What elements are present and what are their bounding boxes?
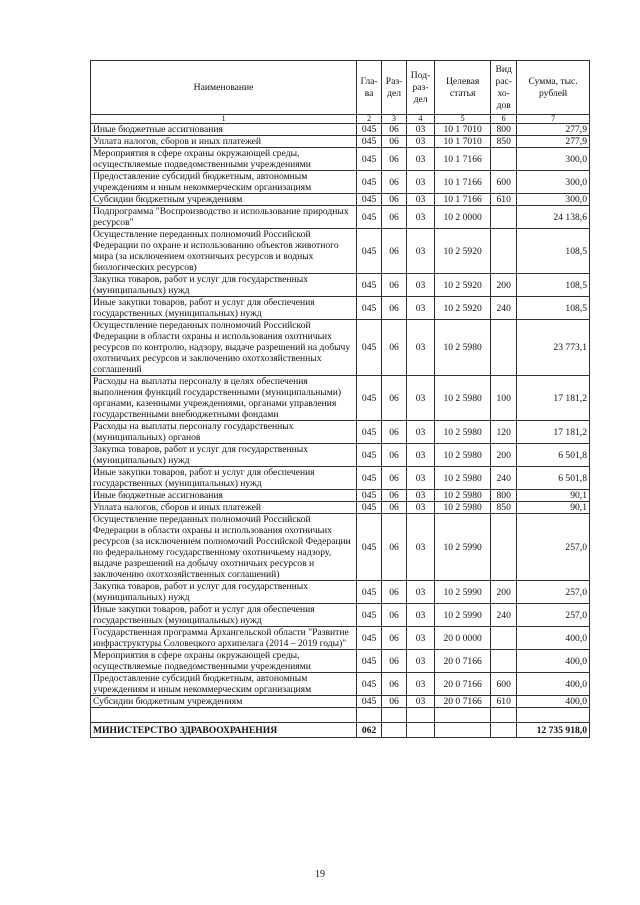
row-sum: 400,0 [517, 650, 590, 673]
row-razdel: 06 [382, 171, 407, 194]
row-sum: 257,0 [517, 514, 590, 581]
row-vid: 800 [491, 124, 517, 136]
row-razdel: 06 [382, 421, 407, 444]
row-vid: 610 [491, 194, 517, 206]
row-name: Подпрограмма "Воспроизводство и использование природных ресурсов" [91, 206, 357, 229]
row-glava: 045 [357, 444, 382, 467]
row-razdel: 06 [382, 467, 407, 490]
row-glava: 045 [357, 490, 382, 502]
row-vid [491, 229, 517, 274]
row-celevaya: 10 2 5980 [435, 320, 491, 376]
row-vid: 850 [491, 136, 517, 148]
row-vid: 600 [491, 673, 517, 696]
row-name: Предоставление субсидий бюджетным, автономным учреждениям и иным некоммерческим организациям [91, 171, 357, 194]
row-celevaya: 10 2 5980 [435, 502, 491, 514]
column-number: 4 [407, 115, 435, 124]
row-vid: 200 [491, 444, 517, 467]
row-glava: 045 [357, 171, 382, 194]
row-celevaya: 10 2 0000 [435, 206, 491, 229]
row-razdel: 06 [382, 673, 407, 696]
row-podrazdel: 03 [407, 673, 435, 696]
spacer-row [91, 708, 590, 723]
row-sum: 257,0 [517, 604, 590, 627]
row-razdel: 06 [382, 148, 407, 171]
table-row [91, 136, 590, 148]
row-vid: 610 [491, 696, 517, 708]
row-razdel: 06 [382, 650, 407, 673]
row-podrazdel: 03 [407, 490, 435, 502]
row-razdel: 06 [382, 320, 407, 376]
row-glava: 045 [357, 467, 382, 490]
total-glava: 062 [357, 723, 382, 738]
header-name: Наименование [91, 61, 357, 115]
row-celevaya: 10 2 5980 [435, 421, 491, 444]
row-podrazdel: 03 [407, 136, 435, 148]
row-name: Мероприятия в сфере охраны окружающей среды, осуществляемые подведомственными учреждениями [91, 650, 357, 673]
row-razdel: 06 [382, 194, 407, 206]
row-razdel: 06 [382, 136, 407, 148]
row-podrazdel: 03 [407, 229, 435, 274]
row-sum: 300,0 [517, 171, 590, 194]
row-name: Осуществление переданных полномочий Российской Федерации по охране и использованию объектов животного мира (за исключением охотничьих ресурсов и водных биологических ресурсов) [91, 229, 357, 274]
row-glava: 045 [357, 696, 382, 708]
row-podrazdel: 03 [407, 376, 435, 421]
table-row [91, 297, 590, 320]
table-row [91, 124, 590, 136]
row-razdel: 06 [382, 514, 407, 581]
total-row [91, 723, 590, 738]
row-sum: 108,5 [517, 229, 590, 274]
table-row [91, 444, 590, 467]
row-sum: 17 181,2 [517, 376, 590, 421]
row-sum: 400,0 [517, 627, 590, 650]
row-razdel: 06 [382, 490, 407, 502]
table-row [91, 194, 590, 206]
table-row [91, 673, 590, 696]
table-row [91, 467, 590, 490]
row-podrazdel: 03 [407, 650, 435, 673]
row-razdel: 06 [382, 206, 407, 229]
row-vid: 240 [491, 467, 517, 490]
row-podrazdel: 03 [407, 274, 435, 297]
header-vid: Вид рас-хо-дов [491, 61, 517, 115]
row-glava: 045 [357, 320, 382, 376]
row-sum: 277,9 [517, 136, 590, 148]
page-number: 19 [315, 869, 325, 880]
column-number: 5 [435, 115, 491, 124]
row-name: Иные закупки товаров, работ и услуг для обеспечения государственных (муниципальных) нужд [91, 467, 357, 490]
row-glava: 045 [357, 148, 382, 171]
row-celevaya: 10 1 7166 [435, 148, 491, 171]
row-celevaya: 10 2 5920 [435, 297, 491, 320]
row-sum: 108,5 [517, 297, 590, 320]
row-podrazdel: 03 [407, 444, 435, 467]
row-razdel: 06 [382, 502, 407, 514]
table-row [91, 274, 590, 297]
row-celevaya: 20 0 7166 [435, 673, 491, 696]
row-podrazdel: 03 [407, 502, 435, 514]
row-name: Субсидии бюджетным учреждениям [91, 194, 357, 206]
table-row [91, 376, 590, 421]
row-name: Иные закупки товаров, работ и услуг для обеспечения государственных (муниципальных) нужд [91, 604, 357, 627]
row-razdel: 06 [382, 581, 407, 604]
row-name: Иные бюджетные ассигнования [91, 124, 357, 136]
row-glava: 045 [357, 229, 382, 274]
column-number-row [91, 115, 590, 124]
row-celevaya: 10 2 5980 [435, 376, 491, 421]
row-razdel: 06 [382, 297, 407, 320]
row-glava: 045 [357, 502, 382, 514]
row-vid [491, 206, 517, 229]
row-vid [491, 148, 517, 171]
row-glava: 045 [357, 514, 382, 581]
row-sum: 6 501,8 [517, 467, 590, 490]
row-celevaya: 10 2 5980 [435, 467, 491, 490]
row-sum: 400,0 [517, 673, 590, 696]
row-celevaya: 10 2 5990 [435, 581, 491, 604]
row-podrazdel: 03 [407, 148, 435, 171]
row-name: Субсидии бюджетным учреждениям [91, 696, 357, 708]
row-razdel: 06 [382, 229, 407, 274]
row-razdel: 06 [382, 376, 407, 421]
row-glava: 045 [357, 604, 382, 627]
row-glava: 045 [357, 650, 382, 673]
row-glava: 045 [357, 194, 382, 206]
row-sum: 23 773,1 [517, 320, 590, 376]
header-razdel: Раз-дел [382, 61, 407, 115]
row-name: Расходы на выплаты персоналу в целях обеспечения выполнения функций государственными (муниципальными) органами, казенными учреждениями, органами управления государственными внебюджетными фондами [91, 376, 357, 421]
row-glava: 045 [357, 297, 382, 320]
row-name: Закупка товаров, работ и услуг для государственных (муниципальных) нужд [91, 444, 357, 467]
row-name: Осуществление переданных полномочий Российской Федерации в области охраны и использования охотничьих ресурсов по контролю, надзору, выдаче разрешений на добычу охотничьих ресурсов и заключению охотхозяйственных соглашений [91, 320, 357, 376]
row-celevaya: 20 0 7166 [435, 650, 491, 673]
row-glava: 045 [357, 136, 382, 148]
row-sum: 277,9 [517, 124, 590, 136]
table-row [91, 581, 590, 604]
row-sum: 24 138,6 [517, 206, 590, 229]
header-summa: Сумма, тыс. рублей [517, 61, 590, 115]
row-glava: 045 [357, 627, 382, 650]
row-celevaya: 10 1 7010 [435, 124, 491, 136]
row-celevaya: 20 0 7166 [435, 696, 491, 708]
header-glava: Гла-ва [357, 61, 382, 115]
row-razdel: 06 [382, 627, 407, 650]
row-name: Мероприятия в сфере охраны окружающей среды, осуществляемые подведомственными учреждениями [91, 148, 357, 171]
row-vid [491, 514, 517, 581]
row-vid: 600 [491, 171, 517, 194]
row-name: Осуществление переданных полномочий Российской Федерации в области охраны и использования охотничьих ресурсов (за исключением полномочий Российской Федерации по федеральному государственному охотничьему надзору, выдаче разрешений на добычу охотничьих ресурсов и заключению охотхозяйственных соглашений) [91, 514, 357, 581]
row-celevaya: 10 2 5920 [435, 274, 491, 297]
table-row [91, 206, 590, 229]
row-vid: 240 [491, 604, 517, 627]
row-name: Закупка товаров, работ и услуг для государственных (муниципальных) нужд [91, 274, 357, 297]
row-podrazdel: 03 [407, 320, 435, 376]
row-vid: 850 [491, 502, 517, 514]
table-row [91, 229, 590, 274]
row-podrazdel: 03 [407, 696, 435, 708]
row-celevaya: 10 2 5990 [435, 604, 491, 627]
row-sum: 108,5 [517, 274, 590, 297]
row-sum: 17 181,2 [517, 421, 590, 444]
row-razdel: 06 [382, 444, 407, 467]
header-row [91, 61, 590, 115]
row-podrazdel: 03 [407, 297, 435, 320]
column-number: 1 [91, 115, 357, 124]
column-number: 2 [357, 115, 382, 124]
row-vid [491, 320, 517, 376]
row-podrazdel: 03 [407, 171, 435, 194]
row-podrazdel: 03 [407, 581, 435, 604]
column-number: 7 [517, 115, 590, 124]
row-vid: 100 [491, 376, 517, 421]
row-name: Иные бюджетные ассигнования [91, 490, 357, 502]
table-row [91, 320, 590, 376]
row-podrazdel: 03 [407, 124, 435, 136]
row-vid: 240 [491, 297, 517, 320]
row-celevaya: 10 2 5980 [435, 490, 491, 502]
row-celevaya: 10 1 7010 [435, 136, 491, 148]
table-row [91, 148, 590, 171]
table-row [91, 627, 590, 650]
row-name: Расходы на выплаты персоналу государственных (муниципальных) органов [91, 421, 357, 444]
row-sum: 90,1 [517, 490, 590, 502]
table-row [91, 502, 590, 514]
row-celevaya: 10 2 5920 [435, 229, 491, 274]
table-row [91, 514, 590, 581]
table-row [91, 650, 590, 673]
row-name: Уплата налогов, сборов и иных платежей [91, 136, 357, 148]
row-vid [491, 650, 517, 673]
row-glava: 045 [357, 274, 382, 297]
row-glava: 045 [357, 673, 382, 696]
budget-table-container [90, 60, 590, 738]
row-podrazdel: 03 [407, 467, 435, 490]
total-sum: 12 735 918,0 [517, 723, 590, 738]
row-razdel: 06 [382, 604, 407, 627]
row-vid: 800 [491, 490, 517, 502]
budget-table [90, 60, 590, 738]
row-razdel: 06 [382, 274, 407, 297]
column-number: 3 [382, 115, 407, 124]
row-celevaya: 10 1 7166 [435, 194, 491, 206]
row-podrazdel: 03 [407, 514, 435, 581]
row-celevaya: 20 0 0000 [435, 627, 491, 650]
row-podrazdel: 03 [407, 627, 435, 650]
row-celevaya: 10 2 5990 [435, 514, 491, 581]
row-sum: 400,0 [517, 696, 590, 708]
table-row [91, 696, 590, 708]
row-glava: 045 [357, 581, 382, 604]
row-sum: 300,0 [517, 148, 590, 171]
table-row [91, 171, 590, 194]
row-celevaya: 10 1 7166 [435, 171, 491, 194]
row-podrazdel: 03 [407, 206, 435, 229]
row-sum: 300,0 [517, 194, 590, 206]
row-glava: 045 [357, 421, 382, 444]
total-name: МИНИСТЕРСТВО ЗДРАВООХРАНЕНИЯ [91, 723, 357, 738]
table-row [91, 421, 590, 444]
table-row [91, 490, 590, 502]
column-number: 6 [491, 115, 517, 124]
row-glava: 045 [357, 376, 382, 421]
row-razdel: 06 [382, 124, 407, 136]
table-body [91, 124, 590, 708]
row-sum: 90,1 [517, 502, 590, 514]
row-glava: 045 [357, 206, 382, 229]
table-row [91, 604, 590, 627]
row-glava: 045 [357, 124, 382, 136]
header-celevaya: Целевая статья [435, 61, 491, 115]
row-name: Предоставление субсидий бюджетным, автономным учреждениям и иным некоммерческим организациям [91, 673, 357, 696]
row-razdel: 06 [382, 696, 407, 708]
row-vid: 120 [491, 421, 517, 444]
row-sum: 257,0 [517, 581, 590, 604]
row-name: Уплата налогов, сборов и иных платежей [91, 502, 357, 514]
row-name: Иные закупки товаров, работ и услуг для обеспечения государственных (муниципальных) нужд [91, 297, 357, 320]
row-name: Закупка товаров, работ и услуг для государственных (муниципальных) нужд [91, 581, 357, 604]
row-podrazdel: 03 [407, 421, 435, 444]
header-podrazdel: Под-раз-дел [407, 61, 435, 115]
row-sum: 6 501,8 [517, 444, 590, 467]
row-podrazdel: 03 [407, 604, 435, 627]
row-name: Государственная программа Архангельской области "Развитие инфраструктуры Соловецкого архипелага (2014 – 2019 годы)" [91, 627, 357, 650]
row-vid: 200 [491, 274, 517, 297]
row-vid [491, 627, 517, 650]
row-podrazdel: 03 [407, 194, 435, 206]
row-celevaya: 10 2 5980 [435, 444, 491, 467]
row-vid: 200 [491, 581, 517, 604]
